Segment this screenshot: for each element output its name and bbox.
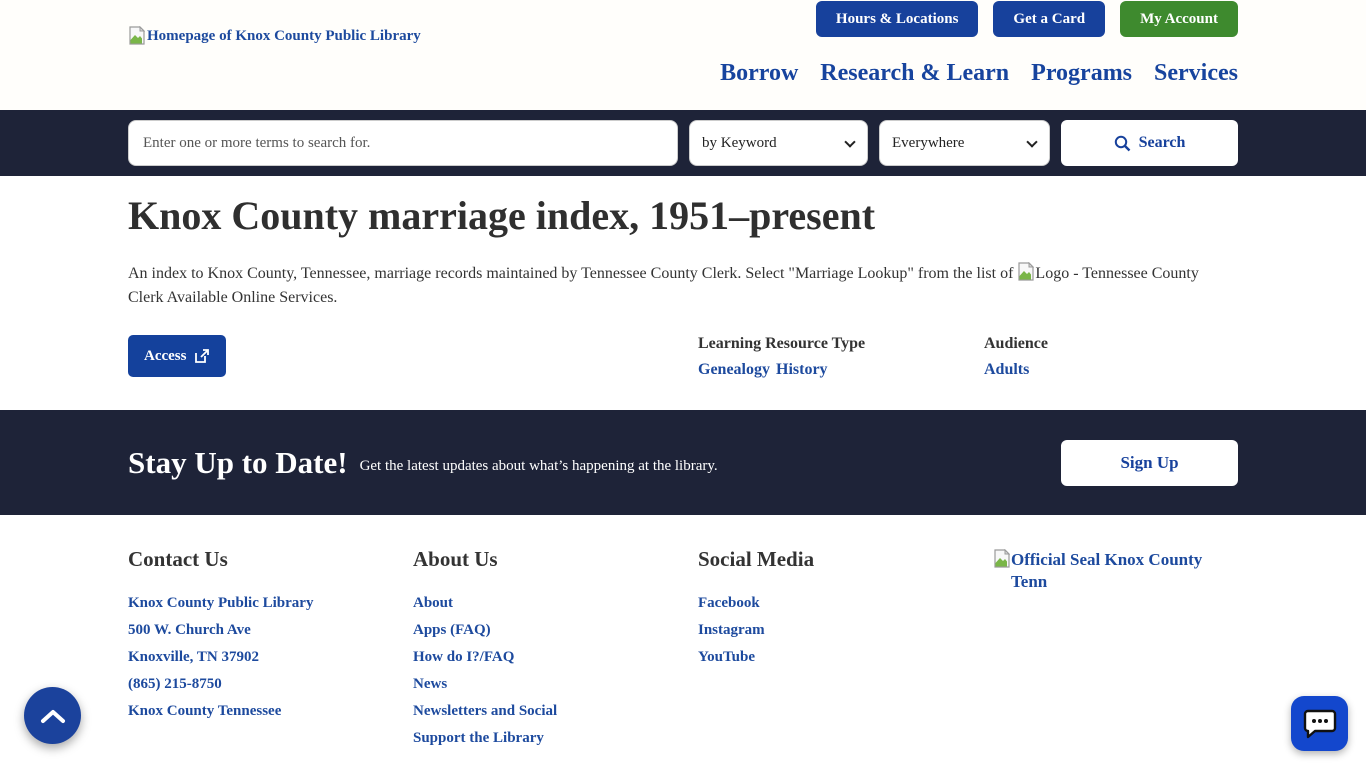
site-logo-link[interactable] <box>128 26 421 46</box>
meta-link[interactable]: Adults <box>984 361 1030 378</box>
newsletter-cta-band <box>0 410 1366 515</box>
scroll-to-top-button[interactable] <box>24 687 81 744</box>
page-title: Knox County marriage index, 1951–present <box>128 193 876 238</box>
search-scope-select[interactable] <box>879 120 1050 166</box>
list-item <box>128 675 413 693</box>
footer-heading: Social Media <box>698 547 815 571</box>
site-footer <box>0 515 1366 768</box>
chat-widget-button[interactable] <box>1291 696 1348 751</box>
footer-link[interactable]: News <box>413 676 448 692</box>
footer-link[interactable]: How do I?/FAQ <box>413 649 515 665</box>
list-item <box>698 648 993 666</box>
footer-link[interactable]: Facebook <box>698 595 760 611</box>
footer-seal-column <box>993 547 1238 756</box>
get-a-card-button[interactable]: Get a Card <box>993 1 1105 37</box>
list-item <box>128 621 413 639</box>
footer-link[interactable]: Knox County Tennessee <box>128 703 282 719</box>
broken-image-icon <box>993 549 1010 568</box>
footer-links <box>413 594 698 747</box>
footer-heading: Contact Us <box>128 547 228 571</box>
footer-links <box>698 594 993 666</box>
list-item <box>413 648 698 666</box>
broken-image-icon <box>1017 262 1034 281</box>
footer-social-column <box>698 547 993 756</box>
sign-up-button[interactable]: Sign Up <box>1061 440 1238 486</box>
official-seal-link[interactable] <box>993 549 1238 593</box>
nav-link[interactable]: Research & Learn <box>820 60 1010 86</box>
meta-links <box>984 361 1048 379</box>
access-button[interactable] <box>128 335 226 377</box>
search-scope-select-wrap <box>879 120 1050 166</box>
search-field-select-wrap <box>689 120 868 166</box>
search-field-select[interactable] <box>689 120 868 166</box>
main-content <box>0 176 1366 410</box>
footer-contact-column <box>128 547 413 756</box>
list-item <box>413 594 698 612</box>
nav-link[interactable]: Programs <box>1031 60 1133 86</box>
footer-links <box>128 594 413 720</box>
list-item <box>698 594 993 612</box>
meta-links <box>698 361 865 379</box>
catalog-search-bar <box>0 110 1366 176</box>
my-account-button[interactable]: My Account <box>1120 1 1238 37</box>
meta-label: Learning Resource Type <box>698 335 866 352</box>
cta-subtitle: Get the latest updates about what’s happening at the library. <box>359 458 718 474</box>
main-nav <box>720 60 1238 87</box>
footer-link[interactable]: (865) 215-8750 <box>128 676 222 692</box>
list-item <box>413 702 698 720</box>
audience-block <box>984 335 1048 379</box>
meta-link[interactable]: Genealogy <box>698 361 770 378</box>
nav-link[interactable]: Services <box>1154 60 1238 86</box>
cta-title: Stay Up to Date! <box>128 444 348 480</box>
footer-link[interactable]: Support the Library <box>413 730 544 746</box>
footer-link[interactable]: Newsletters and Social <box>413 703 558 719</box>
seal-alt-text: Official Seal Knox County Tenn <box>1011 550 1203 591</box>
footer-about-column <box>413 547 698 756</box>
search-button-label: Search <box>1138 134 1186 151</box>
access-button-label: Access <box>144 347 187 364</box>
list-item <box>128 648 413 666</box>
nav-link[interactable]: Borrow <box>720 60 799 86</box>
site-header <box>0 0 1366 110</box>
footer-link[interactable]: About <box>413 595 454 611</box>
footer-link[interactable]: Knoxville, TN 37902 <box>128 649 259 665</box>
list-item <box>128 702 413 720</box>
learning-resource-type-block <box>698 335 865 379</box>
description-text: An index to Knox County, Tennessee, marriage records maintained by Tennessee County Clerk. Select "Marriage Lookup" from the list of Logo - Tennessee County Clerk Available Online Services. <box>128 262 1238 310</box>
meta-link[interactable]: History <box>776 361 828 378</box>
search-icon <box>1114 135 1131 152</box>
chevron-up-icon <box>40 708 66 724</box>
list-item <box>413 729 698 747</box>
footer-link[interactable]: Apps (FAQ) <box>413 622 491 638</box>
search-button[interactable] <box>1061 120 1238 166</box>
search-input[interactable] <box>128 120 678 166</box>
broken-image-icon <box>128 26 145 45</box>
footer-heading: About Us <box>413 547 498 571</box>
list-item <box>698 621 993 639</box>
meta-label: Audience <box>984 335 1048 352</box>
list-item <box>413 621 698 639</box>
resource-meta-row <box>128 335 1238 397</box>
logo-alt-text: Homepage of Knox County Public Library <box>147 28 421 44</box>
footer-link[interactable]: Instagram <box>698 622 765 638</box>
footer-link[interactable]: 500 W. Church Ave <box>128 622 251 638</box>
footer-link[interactable]: YouTube <box>698 649 755 665</box>
list-item <box>413 675 698 693</box>
footer-link[interactable]: Knox County Public Library <box>128 595 314 611</box>
list-item <box>128 594 413 612</box>
hours-locations-button[interactable]: Hours & Locations <box>816 1 979 37</box>
external-link-icon <box>194 348 210 364</box>
quick-links <box>816 1 1238 37</box>
chat-bubble-icon <box>1301 707 1339 741</box>
inline-image-alt-text: Logo - Tennessee County Clerk <box>128 265 1199 306</box>
